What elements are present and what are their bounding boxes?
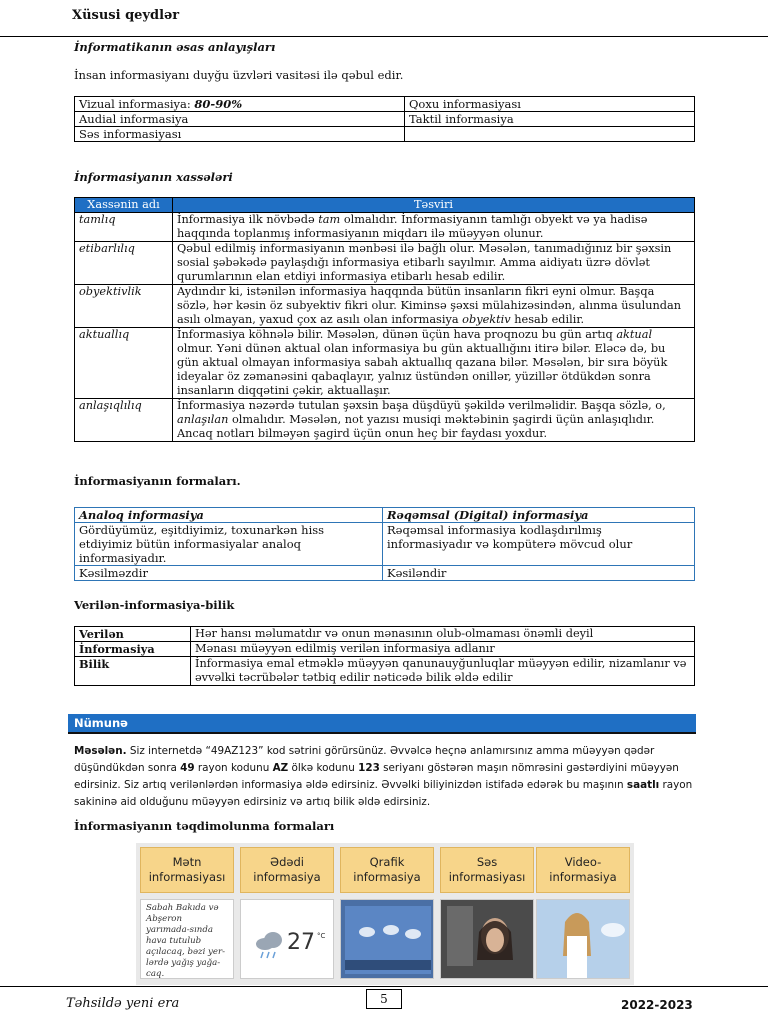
presentation-forms-image (136, 843, 634, 985)
text-sample: Sabah Bakıda və Abşeron yarımada-sında hava tutulub açılacaq, bəzi yer-lərdə yağış yağa-caq. (140, 899, 234, 979)
temperature-unit: °C (317, 932, 326, 940)
form-label: Mətn informasiyası (140, 847, 234, 893)
section-heading-basics: İnformatikanın əsas anlayışları (74, 40, 276, 54)
data-info-knowledge-table (74, 626, 695, 686)
page-header-title: Xüsusi qeydlər (72, 8, 180, 23)
property-description: İnformasiya köhnələ bilir. Məsələn, dünən üçün hava proqnozu bu gün artıq aktual olmur. Yəni dünən aktual olan informasiya bu gün aktuallığını itirə bilər. Eləcə də, bu gün aktual olmayan informasiya sabah aktuallıq qazana bilər. Məsələn, bir sıra böyük ideyalar öz zəmanəsini qabaqlayır, yalnız üstündən onillər, yüzillər ötdükdən sonra insanların diqqətini çəkir, aktuallaşır. (173, 328, 695, 399)
property-description: İnformasiya nəzərdə tutulan şəxsin başa düşdüyü şəkildə verilməlidir. Başqa sözlə, o, anlaşılan olmalıdır. Məsələn, not yazısı musiqi məktəbinin şagirdi üçün anlaşıqlıdır. Ancaq notları bilməyən şagird üçün onun heç bir faydası yoxdur. (173, 399, 695, 442)
definition: Mənası müəyyən edilmiş verilən informasiya adlanır (191, 642, 695, 657)
table-cell: Taktil informasiya (405, 112, 695, 127)
table-row (75, 328, 695, 399)
table-row (75, 523, 695, 566)
property-description: İnformasiya ilk növbədə tam olmalıdır. İnformasiyanın tamlığı obyekt və ya hadisə haqqında toplanmış informasiyanın miqdarı ilə müəyyən olunur. (173, 213, 695, 242)
section-heading-presentation-forms: İnformasiyanın təqdimolunma formaları (74, 819, 335, 833)
video-photo (536, 899, 630, 979)
form-label: Video-informasiya (536, 847, 630, 893)
column-header: Təsviri (173, 198, 695, 213)
table-cell: Audial informasiya (75, 112, 405, 127)
form-label: Ədədi informasiya (240, 847, 334, 893)
section-heading-properties: İnformasiyanın xassələri (74, 170, 233, 184)
footer-brand: Təhsildə yeni era (66, 996, 180, 1011)
table-row (75, 566, 695, 581)
definition: İnformasiya emal etməklə müəyyən qanunauyğunluqlar müəyyən edilir, nizamlanır və əvvəlki təcrübələr tətbiq edilir nəticədə bilik əldə edilir (191, 657, 695, 686)
intro-text: İnsan informasiyanı duyğu üzvləri vasitəsi ilə qəbul edir. (74, 68, 404, 82)
example-banner: Nümunə (68, 714, 696, 734)
property-name: obyektivlik (75, 285, 173, 328)
number-sample (240, 899, 334, 979)
table-row (75, 627, 695, 642)
table-header-row (75, 198, 695, 213)
table-cell: Vizual informasiya: 80-90% (75, 97, 405, 112)
table-cell: Gördüyümüz, eşitdiyimiz, toxunarkən hiss etdiyimiz bütün informasiyalar analoq informasiyadır. (75, 523, 383, 566)
property-name: aktuallıq (75, 328, 173, 399)
header-divider (0, 36, 768, 37)
term: İnformasiya (75, 642, 191, 657)
table-row (75, 285, 695, 328)
footer-divider (0, 986, 768, 987)
temperature-value: 27 (287, 930, 315, 955)
analog-digital-table (74, 507, 695, 581)
definition: Hər hansı məlumatdır və onun mənasının olub-olmaması önəmli deyil (191, 627, 695, 642)
form-card-video (536, 847, 630, 979)
property-name: etibarlılıq (75, 242, 173, 285)
column-header: Analoq informasiya (75, 508, 383, 523)
term: Verilən (75, 627, 191, 642)
table-row (75, 112, 695, 127)
section-heading-forms: İnformasiyanın formaları. (74, 474, 241, 488)
table-row (75, 657, 695, 686)
form-label: Səs informasiyası (440, 847, 534, 893)
property-description: Aydındır ki, istənilən informasiya haqqında bütün insanların fikri eyni olmur. Başqa sözlə, hər kəsin öz subyektiv fikri olur. Kiminsə şəxsi mülahizəsindən, alınma üsulundan asılı olmayan, yaxud çox az asılı olan informasiya obyektiv hesab edilir. (173, 285, 695, 328)
form-card-graphic (340, 847, 434, 979)
example-paragraph: Məsələn. Siz internetdə “49AZ123” kod sətrini görürsünüz. Əvvəlcə heçnə anlamırsınız amma müəyyən qədər düşündükdən sonra 49 rayon kodunu AZ ölkə kodunu 123 seriyanı göstərən maşın nömrəsini gəstərdiyini müəyyən edirsiniz. Siz artıq verilənlərdən informasiya əldə edirsiniz. Əvvəlki biliyinizdən istifadə edərək bu maşının saatlı rayon sakininə aid olduğunu müəyyən edirsiniz və artıq bilik əldə edirsiniz. (74, 745, 693, 808)
form-card-sound (440, 847, 534, 979)
table-row (75, 213, 695, 242)
property-name: anlaşıqlılıq (75, 399, 173, 442)
property-description: Qəbul edilmiş informasiyanın mənbəsi ilə bağlı olur. Məsələn, tanımadığınız bir şəxsin sosial şəbəkədə paylaşdığı informasiya etibarlı sayılmır. Amma aidiyatı üzrə dövlət qurumlarının elan etdiyi informasiya etibarlı hesab edilir. (173, 242, 695, 285)
form-label: Qrafik informasiya (340, 847, 434, 893)
form-card-number (240, 847, 334, 979)
table-row (75, 642, 695, 657)
table-cell: Rəqəmsal informasiya kodlaşdırılmış informasiyadır və kompüterə mövcud olur (383, 523, 695, 566)
table-cell: Kəsilməzdir (75, 566, 383, 581)
senses-table (74, 96, 695, 142)
section-heading-data-info-knowledge: Verilən-informasiya-bilik (74, 598, 235, 612)
table-row (75, 97, 695, 112)
column-header: Xassənin adı (75, 198, 173, 213)
table-row (75, 127, 695, 142)
footer-year: 2022-2023 (621, 998, 693, 1012)
term: Bilik (75, 657, 191, 686)
page-number: 5 (366, 989, 402, 1009)
table-cell: Kəsiləndir (383, 566, 695, 581)
table-row (75, 399, 695, 442)
table-cell: Qoxu informasiyası (405, 97, 695, 112)
column-header: Rəqəmsal (Digital) informasiya (383, 508, 695, 523)
table-header-row (75, 508, 695, 523)
table-cell: Səs informasiyası (75, 127, 405, 142)
table-row (75, 242, 695, 285)
form-card-text (140, 847, 234, 979)
properties-table (74, 197, 695, 442)
weather-graphic-icon (340, 899, 434, 979)
sound-photo (440, 899, 534, 979)
property-name: tamlıq (75, 213, 173, 242)
table-cell (405, 127, 695, 142)
